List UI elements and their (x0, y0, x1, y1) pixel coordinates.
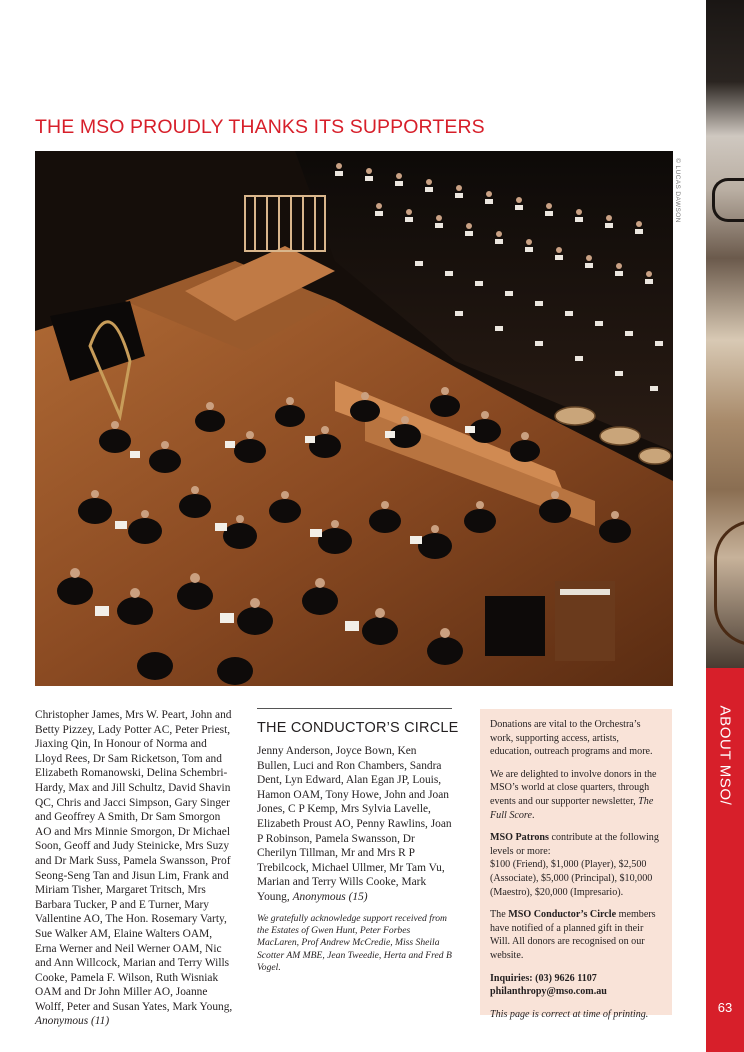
patrons-text: contribute at the following levels or more: (490, 832, 659, 857)
patrons-levels (490, 831, 662, 899)
inquiries-email[interactable]: philanthropy@mso.com.au (490, 986, 607, 998)
section-tab-label: ABOUT MSO/ (716, 705, 734, 805)
circle-label: MSO Conductor’s Circle (508, 909, 617, 921)
involve-text: We are delighted to involve donors in the MSO’s world at close quarters, through events and our supporter newsletter, (490, 768, 657, 807)
patrons-label: MSO Patrons (490, 832, 549, 844)
donations-intro: Donations are vital to the Orchestra’s work, supporting access, artists, education, outreach programs and more. (490, 719, 653, 758)
conductors-circle-section (257, 708, 459, 975)
photo-credit: © LUCAS DAWSON (673, 157, 681, 223)
donations-info-box (480, 709, 672, 1020)
newsletter-name: The Full Score (490, 795, 654, 821)
newsletter-end: . (531, 809, 535, 821)
supporters-names: Christopher James, Mrs W. Peart, John and Betty Pizzey, Lady Potter AC, Peter Priest, Jiaxing Qin, In Honour of Norma and Lloyd Rees, Dr Sam Ricketson, Tom and Elizabeth Romanowski, Delina Schembri-Hardy, Max and Jill Schultz, David Shavin QC, Chris and Jacci Simpson, Gary Singer and Geoffrey A Smith, Dr Sam Smorgon AO and Mrs Minnie Smorgon, Dr Michael Soon, Geoff and Judy Steinicke, Mrs Suzy and Dr Mark Suss, Pamela Swansson, Prof Seong-Seng Tan and Jisun Lim, Frank and Miriam Tisher, Margaret Tritsch, Mrs Barbara Tucker, P and E Turner, Mary Vallentine AO, The Hon. Rosemary Varty, Sue Walker AM, Elaine Walters OAM, Erna Werner and Neil Werner OAM, Nic and Ann Willcock, Marian and Terry Wills Cooke, Pamela F. Wilson, Ruth Wisniak OAM and Dr John Miller AO, Joanne Wolff, Peter and Susan Yates, Mark Young, (35, 709, 233, 1013)
section-divider (257, 708, 452, 709)
instrument-shape (714, 520, 744, 646)
conductors-circle-names (257, 744, 452, 905)
circle-info (490, 908, 662, 962)
orchestra-photo (35, 151, 673, 686)
page-title: THE MSO PROUDLY THANKS ITS SUPPORTERS (35, 116, 485, 138)
printing-note-text: This page is correct at time of printing. (490, 1008, 649, 1020)
section-tab-label-wrap (700, 680, 744, 830)
printing-note (490, 1008, 662, 1022)
contact-info (490, 972, 662, 999)
circle-prefix: The (490, 909, 506, 921)
edge-musician-photo (706, 0, 744, 680)
donations-involve (490, 768, 662, 822)
conductors-circle-heading: THE CONDUCTOR’S CIRCLE (257, 720, 459, 736)
photo-credit-wrap (671, 150, 683, 230)
glasses-shape (712, 178, 744, 222)
estates-acknowledgement: We gratefully acknowledge support received from the Estates of Gwen Hunt, Peter Forbes MacLaren, Prof Andrew McCredie, Miss Sheila Scotter AM MBE, Jean Tweedie, Herta and Fred B Vogel. (257, 912, 452, 974)
circle-anonymous: Anonymous (15) (292, 890, 368, 903)
circle-text: members have notified of a planned gift in their Will. All donors are recognised on our website. (490, 909, 656, 961)
supporters-anonymous: Anonymous (11) (35, 1015, 110, 1028)
inquiries-phone: Inquiries: (03) 9626 1107 (490, 972, 597, 984)
page-number: 63 (717, 1000, 733, 1015)
patron-levels-list: $100 (Friend), $1,000 (Player), $2,500 (Associate), $5,000 (Principal), $10,000 (Maestro), $20,000 (Impresario). (490, 859, 653, 898)
orchestra-photo-icon (35, 151, 673, 686)
supporters-list-left (35, 708, 235, 1029)
circle-names-text: Jenny Anderson, Joyce Bown, Ken Bullen, Luci and Ron Chambers, Sandra Dent, Lyn Edward, Alan Egan JP, Louis, Hamon OAM, Tony Howe, John and Joan Jones, C P Kemp, Mrs Sylvia Lavelle, Elizabeth Proust AO, Penny Rawlins, Joan P Robinson, Pamela Swansson, Dr Cherilyn Tillman, Mr and Mrs R P Trebilcock, Michael Ullmer, Mr Tam Vu, Marian and Terry Wills Cooke, Mark Young, (257, 745, 452, 903)
